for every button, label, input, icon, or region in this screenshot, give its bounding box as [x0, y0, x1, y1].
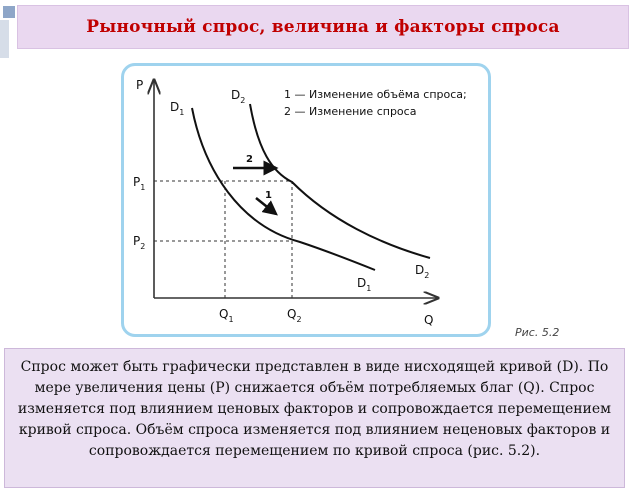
demand-curve-d1 — [192, 108, 375, 270]
figure-caption: Рис. 5.2 — [515, 326, 560, 339]
legend-item-1: 1 — Изменение объёма спроса; — [284, 88, 467, 101]
description-text: Спрос может быть графически представлен в виде нисходящей кривой (D). По мере увеличения цены (P) снижается объём потребляемых благ (Q). Спрос изменяется под влиянием ценовых факторов и сопровождается перемещением кривой спроса. Объём спроса изменяется под влиянием неценовых факторов и сопровождается перемещением по кривой спроса (рис. 5.2). — [17, 359, 612, 459]
arrow-2-label: 2 — [246, 154, 253, 165]
arrow-1-label: 1 — [265, 190, 272, 201]
y-axis-label: P — [136, 78, 144, 92]
q1-label: $Q_1$ — [219, 307, 234, 324]
q2-label: $Q_2$ — [287, 307, 302, 324]
d2-label-top: $D_2$ — [231, 88, 246, 105]
legend-item-2: 2 — Изменение спроса — [284, 105, 417, 118]
p1-label: $P_1$ — [133, 175, 146, 192]
p2-label: $P_2$ — [133, 234, 146, 251]
description-box — [4, 348, 625, 488]
d1-label-top: $D_1$ — [170, 100, 185, 117]
d1-label-bottom: $D_1$ — [357, 276, 372, 293]
slide-title: Рыночный спрос, величина и факторы спроса — [86, 17, 560, 37]
x-axis-label: Q — [424, 313, 434, 327]
d2-label-bottom: $D_2$ — [415, 263, 430, 280]
